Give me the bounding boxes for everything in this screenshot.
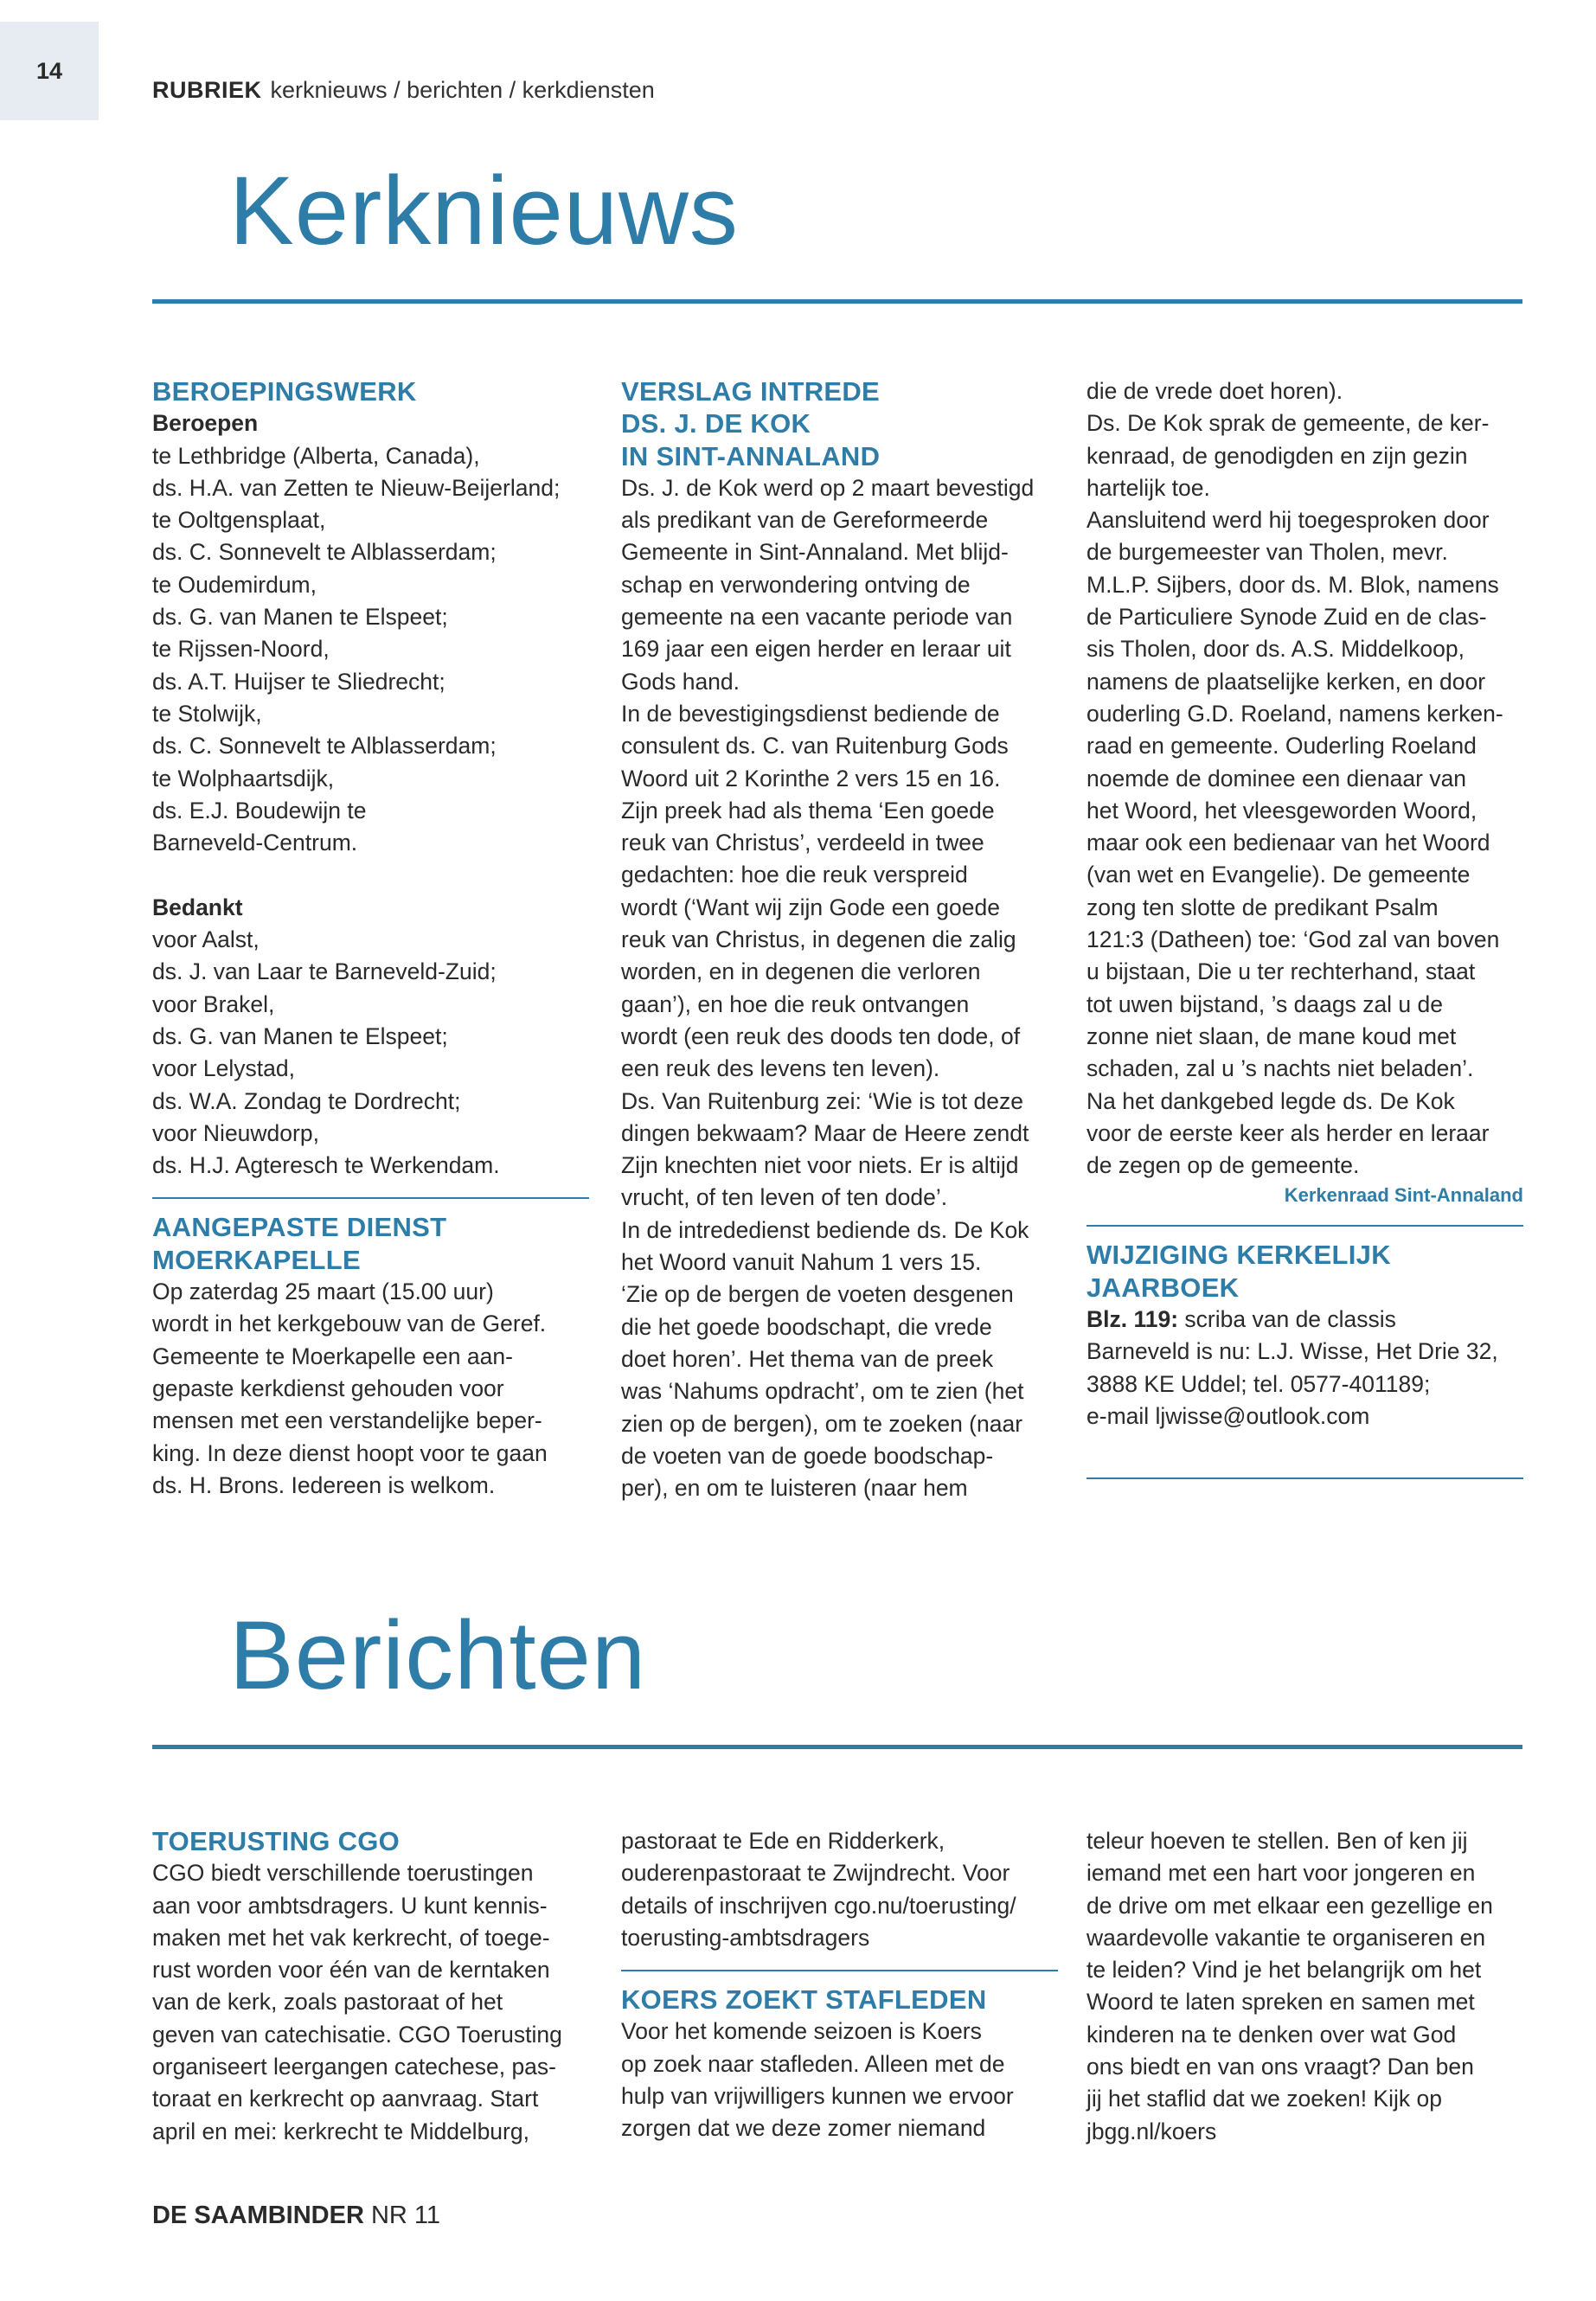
text-line: wordt (‘Want wij zijn Gode een goede (621, 894, 1000, 920)
list-item: te Lethbridge (Alberta, Canada), (152, 442, 480, 469)
text-line: namens de plaatselijke kerken, en door (1086, 668, 1486, 695)
text-line: dingen bekwaam? Maar de Heere zendt (621, 1119, 1029, 1146)
verslag-body (621, 472, 1058, 1505)
section-rule-kerknieuws (152, 299, 1522, 304)
text-line: reuk van Christus’, verdeeld in twee (621, 830, 984, 856)
rubriek-label: RUBRIEK (152, 77, 262, 103)
text-line: Gods hand. (621, 668, 740, 695)
text-line: geven van catechisatie. CGO Toerusting (152, 2021, 562, 2048)
heading-jaarboek-2: JAARBOEK (1086, 1272, 1240, 1303)
list-item: te Oudemirdum, (152, 571, 317, 598)
text-line: noemde de dominee een dienaar van (1086, 765, 1467, 792)
list-item: Barneveld-Centrum. (152, 830, 358, 856)
koers-body (621, 2016, 1058, 2144)
text-line: kenraad, de genodigden en zijn gezin (1086, 442, 1468, 469)
text-line: (van wet en Evangelie). De gemeente (1086, 862, 1471, 888)
text-line: op zoek naar stafleden. Alleen met de (621, 2050, 1005, 2077)
text-line: Na het dankgebed legde ds. De Kok (1086, 1087, 1455, 1114)
heading-aangepaste-dienst-1: AANGEPASTE DIENST (152, 1212, 447, 1243)
column-2-berichten (621, 1825, 1058, 2145)
text-line: reuk van Christus, in degenen die zalig (621, 926, 1016, 953)
page-number: 14 (35, 58, 63, 84)
text-line: toraat en kerkrecht op aanvraag. Start (152, 2086, 539, 2112)
text-line: tot uwen bijstand, ’s daags zal u de (1086, 990, 1444, 1017)
text-line: Woord uit 2 Korinthe 2 vers 15 en 16. (621, 765, 1001, 792)
list-item: te Wolphaartsdijk, (152, 765, 335, 792)
text-line: het Woord vanuit Nahum 1 vers 15. (621, 1249, 982, 1276)
text-line: vrucht, of ten leven of ten dode’. (621, 1184, 948, 1211)
text-line: In de bevestigingsdienst bediende de (621, 700, 1000, 727)
heading-koers: KOERS ZOEKT STAFLEDEN (621, 1984, 987, 2016)
beroepen-list (152, 440, 589, 860)
heading-verslag-3: IN SINT-ANNALAND (621, 440, 881, 471)
list-item: ds. G. van Manen te Elspeet; (152, 1022, 448, 1049)
text-line: zong ten slotte de predikant Psalm (1086, 894, 1439, 920)
list-item: ds. W.A. Zondag te Dordrecht; (152, 1087, 461, 1114)
heading-toerusting: TOERUSTING CGO (152, 1826, 401, 1856)
text-line: zorgen dat we deze zomer niemand (621, 2115, 986, 2142)
rubriek-header (152, 77, 655, 104)
text-line: Ds. Van Ruitenburg zei: ‘Wie is tot deze (621, 1087, 1023, 1114)
text-line: 3888 KE Uddel; tel. 0577-401189; (1086, 1370, 1431, 1397)
column-3-kerknieuws (1086, 375, 1523, 1491)
aangepaste-dienst-body (152, 1276, 589, 1502)
text-line: wordt (een reuk des doods ten dode, of (621, 1022, 1021, 1049)
text-line: de zegen op de gemeente. (1086, 1152, 1360, 1179)
divider (1086, 1477, 1523, 1479)
text-line: ‘Zie op de bergen de voeten desgenen (621, 1281, 1014, 1308)
section-rule-berichten (152, 1745, 1522, 1749)
text-line: zonne niet slaan, de mane koud met (1086, 1022, 1457, 1049)
spacer (152, 859, 589, 891)
list-item: ds. J. van Laar te Barneveld-Zuid; (152, 958, 497, 985)
heading-aangepaste-dienst-2: MOERKAPELLE (152, 1244, 361, 1275)
list-item: ds. G. van Manen te Elspeet; (152, 604, 448, 631)
text-line: april en mei: kerkrecht te Middelburg, (152, 2118, 529, 2144)
text-line: CGO biedt verschillende toerustingen (152, 1860, 534, 1887)
list-item: voor Lelystad, (152, 1055, 295, 1082)
text-line: doet horen’. Het thema van de preek (621, 1345, 994, 1372)
text-line: rust worden voor één van de kerntaken (152, 1957, 550, 1984)
text-line: de voeten van de goede boodschap- (621, 1442, 994, 1469)
list-item: ds. H.A. van Zetten te Nieuw-Beijerland; (152, 474, 561, 501)
text-line: teleur hoeven te stellen. Ben of ken jij (1086, 1828, 1468, 1854)
list-item: te Rijssen-Noord, (152, 636, 330, 663)
text-line: ouderenpastoraat te Zwijndrecht. Voor (621, 1860, 1010, 1887)
text-line: als predikant van de Gereformeerde (621, 507, 989, 534)
text-line: raad en gemeente. Ouderling Roeland (1086, 733, 1477, 760)
text-line: 121:3 (Datheen) toe: ‘God zal van boven (1086, 926, 1500, 953)
footer (152, 2202, 440, 2230)
text-line: gemeente na een vacante periode van (621, 604, 1013, 631)
subheading-bedankt: Bedankt (152, 894, 243, 920)
text-line: zien op de bergen), om te zoeken (naar (621, 1410, 1023, 1437)
list-item: ds. E.J. Boudewijn te (152, 797, 367, 824)
bedankt-list (152, 924, 589, 1182)
rubriek-path: kerknieuws / berichten / kerkdiensten (270, 77, 655, 103)
divider (152, 1197, 589, 1199)
jaarboek-page-ref: Blz. 119: (1086, 1306, 1179, 1333)
footer-issue: NR 11 (370, 2202, 441, 2229)
text-line: sis Tholen, door ds. A.S. Middelkoop, (1086, 636, 1465, 663)
text-line: gaan’), en hoe die reuk ontvangen (621, 990, 970, 1017)
column-1-kerknieuws (152, 375, 589, 1502)
signature-kerkenraad: Kerkenraad Sint-Annaland (1284, 1184, 1523, 1207)
text-line: king. In deze dienst hoopt voor te gaan (152, 1439, 548, 1466)
column-1-berichten (152, 1825, 589, 2148)
text-line: een reuk des levens ten leven). (621, 1055, 940, 1082)
subheading-beroepen: Beroepen (152, 410, 259, 437)
text-line: consulent ds. C. van Ruitenburg Gods (621, 733, 1009, 760)
text-line: organiseert leergangen catechese, pas- (152, 2054, 556, 2080)
text-line: waardevolle vakantie te organiseren en (1086, 1924, 1486, 1951)
text-line: die het goede boodschapt, die vrede (621, 1313, 992, 1340)
heading-jaarboek-1: WIJZIGING KERKELIJK (1086, 1240, 1391, 1271)
text-line: Gemeente in Sint-Annaland. Met blijd- (621, 539, 1009, 566)
text-line: Zijn knechten niet voor niets. Er is altijd (621, 1152, 1019, 1179)
text-line: Ds. J. de Kok werd op 2 maart bevestigd (621, 474, 1035, 501)
list-item: te Ooltgensplaat, (152, 507, 326, 534)
jaarboek-body (1086, 1304, 1523, 1433)
text-line: pastoraat te Ede en Ridderkerk, (621, 1828, 945, 1854)
section-title-berichten: Berichten (229, 1601, 647, 1709)
text-line: e-mail ljwisse@outlook.com (1086, 1402, 1370, 1429)
text-line: schap en verwondering ontving de (621, 571, 971, 598)
text-line: de Particuliere Synode Zuid en de clas- (1086, 604, 1487, 631)
text-line: iemand met een hart voor jongeren en (1086, 1860, 1476, 1887)
heading-verslag-1: VERSLAG INTREDE (621, 376, 881, 407)
text-line: per), en om te luisteren (naar hem (621, 1475, 968, 1502)
text-line: hartelijk toe. (1086, 474, 1210, 501)
text-line: maar ook een bedienaar van het Woord (1086, 830, 1490, 856)
list-item: ds. H.J. Agteresch te Werkendam. (152, 1152, 500, 1179)
text-line: Op zaterdag 25 maart (15.00 uur) (152, 1279, 494, 1305)
divider (1086, 1225, 1523, 1227)
text-line: In de intrededienst bediende ds. De Kok (621, 1216, 1029, 1243)
koers-body-continued (1086, 1825, 1523, 2148)
list-item: ds. C. Sonnevelt te Alblasserdam; (152, 539, 497, 566)
text-line: de drive om met elkaar een gezellige en (1086, 1892, 1493, 1919)
text-line: Aansluitend werd hij toegesproken door (1086, 507, 1490, 534)
text-line: ouderling G.D. Roeland, namens kerken- (1086, 700, 1503, 727)
text-line: 169 jaar een eigen herder en leraar uit (621, 636, 1011, 663)
list-item: ds. C. Sonnevelt te Alblasserdam; (152, 733, 497, 760)
text-line: gepaste kerkdienst gehouden voor (152, 1375, 504, 1401)
list-item: voor Brakel, (152, 990, 275, 1017)
divider (621, 1970, 1058, 1971)
text-line: voor de eerste keer als herder en leraar (1086, 1119, 1490, 1146)
text-line: mensen met een verstandelijke beper- (152, 1407, 542, 1434)
text-line: Gemeente te Moerkapelle een aan- (152, 1343, 513, 1369)
text-line: wordt in het kerkgebouw van de Geref. (152, 1311, 547, 1337)
text-line: kinderen na te denken over wat God (1086, 2021, 1457, 2048)
text-line: gedachten: hoe die reuk verspreid (621, 862, 968, 888)
text-line: aan voor ambtsdragers. U kunt kennis- (152, 1892, 548, 1919)
heading-beroepingswerk: BEROEPINGSWERK (152, 376, 417, 407)
text-line: die de vrede doet horen). (1086, 378, 1343, 404)
toerusting-body-continued (621, 1825, 1058, 1954)
text-line: Voor het komende seizoen is Koers (621, 2018, 982, 2045)
toerusting-body (152, 1857, 589, 2148)
text-line: ds. H. Brons. Iedereen is welkom. (152, 1471, 496, 1498)
section-title-kerknieuws: Kerknieuws (229, 157, 739, 265)
list-item: voor Nieuwdorp, (152, 1119, 319, 1146)
text-line: Ds. De Kok sprak de gemeente, de ker- (1086, 410, 1490, 437)
text-line: was ‘Nahums opdracht’, om te zien (het (621, 1378, 1024, 1405)
text-line: jij het staflid dat we zoeken! Kijk op (1086, 2086, 1442, 2112)
jaarboek-first-line: scriba van de classis (1178, 1306, 1396, 1333)
text-line: het Woord, het vleesgeworden Woord, (1086, 797, 1477, 824)
text-line: ons biedt en van ons vraagt? Dan ben (1086, 2054, 1474, 2080)
text-line: M.L.P. Sijbers, door ds. M. Blok, namens (1086, 571, 1499, 598)
text-line: Barneveld is nu: L.J. Wisse, Het Drie 32, (1086, 1338, 1498, 1365)
text-line (1086, 1304, 1523, 1336)
text-line: details of inschrijven cgo.nu/toerusting/ (621, 1892, 1016, 1919)
column-3-berichten (1086, 1825, 1523, 2148)
list-item: voor Aalst, (152, 926, 260, 953)
heading-verslag-2: DS. J. DE KOK (621, 408, 811, 439)
text-line: hulp van vrijwilligers kunnen we ervoor (621, 2083, 1014, 2110)
column-2-kerknieuws (621, 375, 1058, 1504)
text-line: maken met het vak kerkrecht, of toege- (152, 1924, 550, 1951)
list-item: te Stolwijk, (152, 700, 262, 727)
text-line: u bijstaan, Die u ter rechterhand, staat (1086, 958, 1476, 985)
footer-magazine: DE SAAMBINDER (152, 2202, 364, 2229)
verslag-body-continued (1086, 375, 1523, 1182)
list-item: ds. A.T. Huijser te Sliedrecht; (152, 668, 445, 695)
text-line: de burgemeester van Tholen, mevr. (1086, 539, 1448, 566)
text-line: van de kerk, zoals pastoraat of het (152, 1989, 503, 2016)
text-line: schaden, zal u ’s nachts niet beladen’. (1086, 1055, 1474, 1082)
text-line: jbgg.nl/koers (1086, 2118, 1217, 2144)
text-line: worden, en in degenen die verloren (621, 958, 981, 985)
text-line: te leiden? Vind je het belangrijk om het (1086, 1957, 1482, 1984)
text-line: toerusting-ambtsdragers (621, 1924, 870, 1951)
text-line: Zijn preek had als thema ‘Een goede (621, 797, 995, 824)
text-line: Woord te laten spreken en samen met (1086, 1989, 1475, 2016)
